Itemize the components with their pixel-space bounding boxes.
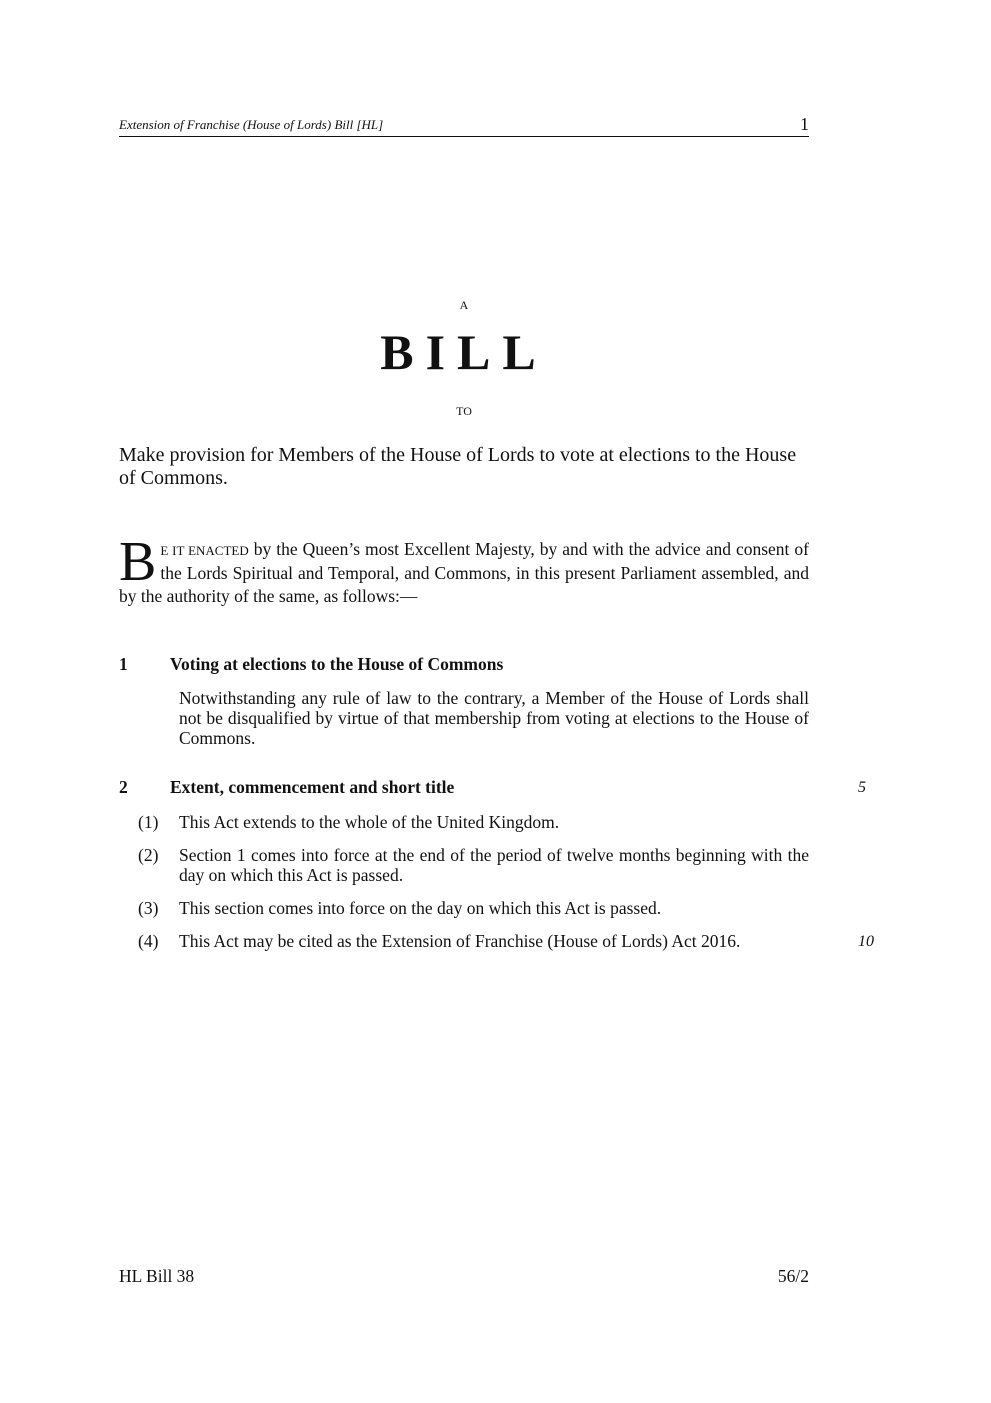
preamble-a: A — [459, 298, 469, 312]
subsection-text: This section comes into force on the day on which this Act is passed. — [179, 898, 662, 918]
line-marker-10: 10 — [858, 933, 874, 950]
page-number: 1 — [800, 114, 809, 134]
section-1-number: 1 — [119, 654, 128, 674]
drop-cap: B — [119, 531, 157, 593]
long-title: Make provision for Members of the House of Lords to vote at elections to the House of Commons. — [119, 444, 797, 489]
enacting-text: by the Queen’s most Excellent Majesty, by and with the advice and consent of the Lords Spiritual and Temporal, and Commons, in this present Parliament assembled, and by the authority of the same, as follows:— — [119, 539, 809, 606]
preamble-to: TO — [456, 404, 472, 418]
subsection-text: Section 1 comes into force at the end of the period of twelve months beginning with the day on which this Act is passed. — [179, 845, 809, 885]
line-marker-5: 5 — [858, 779, 866, 796]
running-title: Extension of Franchise (House of Lords) Bill [HL] — [119, 117, 384, 132]
section-1-body: Notwithstanding any rule of law to the contrary, a Member of the House of Lords shall not be disqualified by virtue of that membership from voting at elections to the House of Commons. — [179, 688, 809, 748]
bill-heading: BILL — [380, 324, 548, 380]
subsection-number: (4) — [138, 931, 159, 951]
session-number: 56/2 — [777, 1266, 809, 1286]
bill-reference: HL Bill 38 — [119, 1266, 195, 1286]
subsection-text: This Act may be cited as the Extension of Franchise (House of Lords) Act 2016. — [179, 931, 741, 951]
subsection-number: (1) — [138, 812, 159, 832]
header-rule — [119, 136, 809, 137]
section-2-number: 2 — [119, 777, 128, 797]
subsection-number: (2) — [138, 845, 159, 865]
subsection-text: This Act extends to the whole of the United Kingdom. — [179, 812, 560, 832]
enacting-smallcaps: E IT ENACTED — [160, 543, 249, 558]
section-1-heading: Voting at elections to the House of Commons — [170, 654, 504, 674]
enacting-formula — [119, 531, 809, 608]
subsection-number: (3) — [138, 898, 159, 918]
section-2-heading: Extent, commencement and short title — [170, 777, 455, 797]
